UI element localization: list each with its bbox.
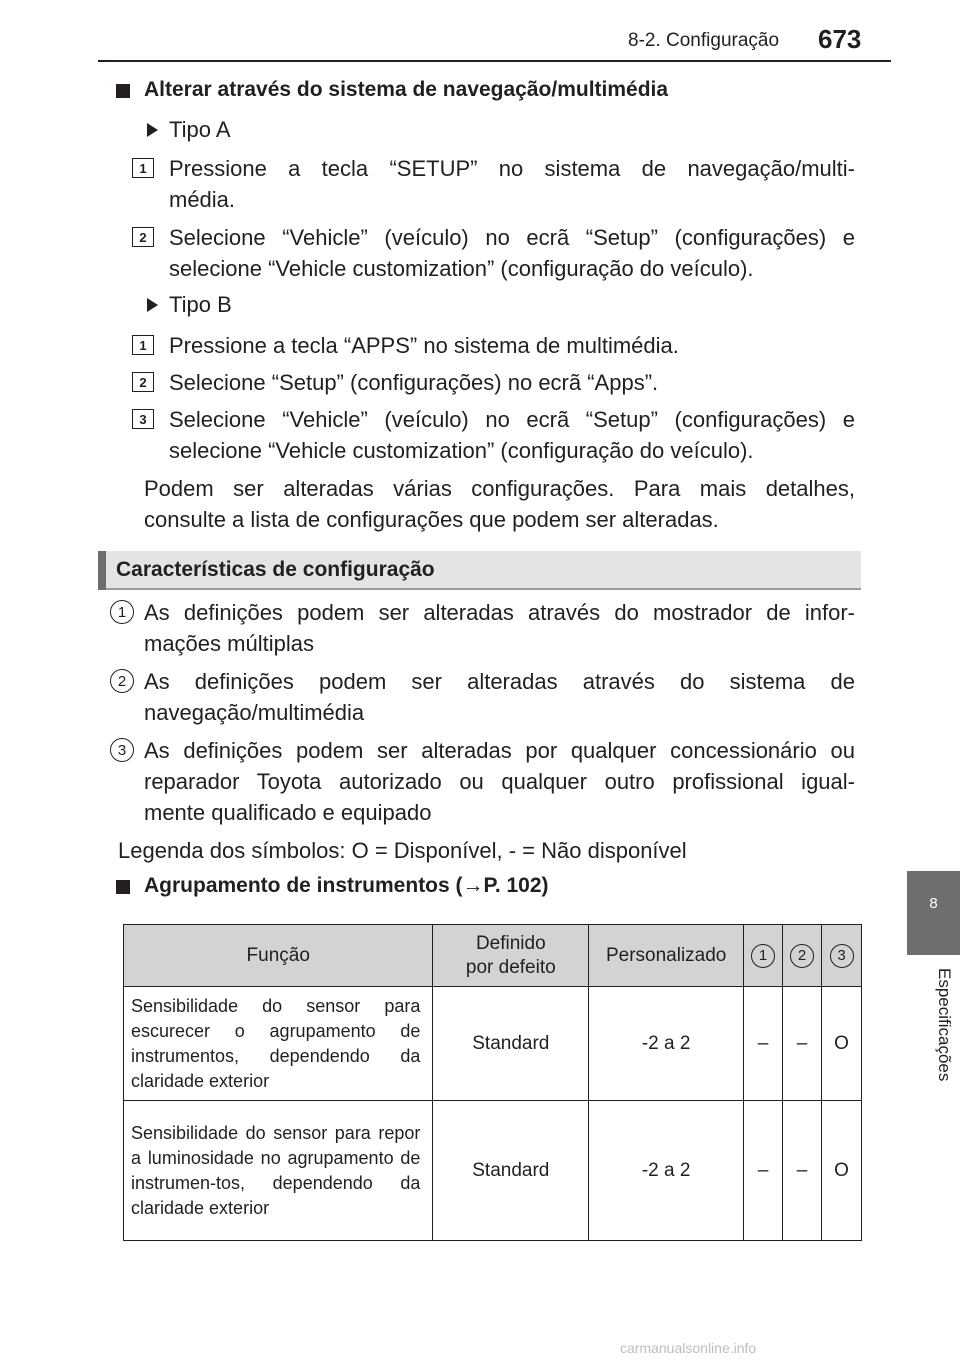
col-header-custom: Personalizado: [589, 925, 744, 987]
circled-3-icon: 3: [830, 944, 854, 968]
cell-default: Standard: [433, 987, 589, 1101]
header-divider: [98, 60, 891, 62]
step-number-box: 3: [132, 409, 154, 429]
cell-c3: O: [822, 987, 862, 1101]
section-breadcrumb: 8-2. Configuração: [628, 30, 780, 51]
step-number-box: 1: [132, 158, 154, 178]
note-line: consulte a lista de configurações que podem ser alteradas.: [144, 507, 719, 532]
step-text-line: selecione “Vehicle customization” (configuração do veículo).: [169, 438, 754, 463]
step-text-line: Selecione “Vehicle” (veículo) no ecrã “Setup” (configurações) e: [169, 407, 855, 432]
circled-number-icon: 3: [110, 738, 134, 762]
chapter-tab-label: Especificações: [935, 968, 954, 1082]
col-header-function: Função: [124, 925, 433, 987]
banner-accent-bar: [98, 551, 106, 590]
cell-custom: -2 a 2: [589, 1101, 744, 1241]
page-number: 673: [818, 24, 862, 54]
cell-function: Sensibilidade do sensor para repor a luminosidade no agrupamento de instrumen-tos, dependendo da claridade exterior: [124, 1101, 433, 1241]
step-number-box: 2: [132, 227, 154, 247]
settings-table: [123, 924, 862, 1241]
step-text-line: Pressione a tecla “SETUP” no sistema de navegação/multi-: [169, 156, 855, 181]
step-number-box: 2: [132, 372, 154, 392]
step-text-line: Selecione “Setup” (configurações) no ecrã “Apps”.: [169, 370, 659, 395]
section-heading-nav: Alterar através do sistema de navegação/multimédia: [144, 78, 669, 101]
col-header-default: [433, 925, 589, 987]
chapter-tab[interactable]: [907, 871, 960, 955]
circled-2-icon: 2: [790, 944, 814, 968]
feature-text-line: As definições podem ser alteradas através do sistema de: [144, 669, 855, 694]
feature-text-line: navegação/multimédia: [144, 700, 365, 725]
circled-1-icon: 1: [751, 944, 775, 968]
square-bullet-icon: [116, 84, 130, 98]
type-a-label: Tipo A: [169, 117, 231, 142]
cell-custom: -2 a 2: [589, 987, 744, 1101]
cell-c3: O: [822, 1101, 862, 1241]
feature-text-line: mações múltiplas: [144, 631, 314, 656]
cell-c1: –: [744, 1101, 783, 1241]
triangle-bullet-icon: [147, 298, 158, 312]
col-header-default-text: Definido por defeito: [465, 932, 556, 978]
step-text-line: Pressione a tecla “APPS” no sistema de multimédia.: [169, 333, 679, 358]
cell-default: Standard: [433, 1101, 589, 1241]
feature-text-line: As definições podem ser alteradas através do mostrador de infor-: [144, 600, 855, 625]
square-bullet-icon: [116, 880, 130, 894]
table-row: [124, 987, 862, 1101]
step-number-box: 1: [132, 335, 154, 355]
triangle-bullet-icon: [147, 123, 158, 137]
features-banner: [98, 551, 861, 590]
step-text-line: Selecione “Vehicle” (veículo) no ecrã “Setup” (configurações) e: [169, 225, 855, 250]
table-row: [124, 1101, 862, 1241]
step-text-line: média.: [169, 187, 236, 212]
features-title: Características de configuração: [116, 558, 435, 581]
circled-number-icon: 1: [110, 600, 134, 624]
legend-text: Legenda dos símbolos: O = Disponível, - = Não disponível: [118, 838, 687, 863]
cell-function: Sensibilidade do sensor para escurecer o agrupamento de instrumentos, dependendo da claridade exterior: [124, 987, 433, 1101]
feature-text-line: reparador Toyota autorizado ou qualquer outro profissional igual-: [144, 769, 855, 794]
table-header-row: [124, 925, 862, 987]
note-line: Podem ser alteradas várias configurações. Para mais detalhes,: [144, 476, 855, 501]
feature-text-line: As definições podem ser alteradas por qualquer concessionário ou: [144, 738, 855, 763]
col-header-1: [744, 925, 783, 987]
circled-number-icon: 2: [110, 669, 134, 693]
type-b-label: Tipo B: [169, 292, 232, 317]
chapter-tab-number: 8: [929, 895, 938, 912]
feature-text-line: mente qualificado e equipado: [144, 800, 432, 825]
cell-c2: –: [783, 987, 822, 1101]
cell-c1: –: [744, 987, 783, 1101]
col-header-2: [783, 925, 822, 987]
col-header-3: [822, 925, 862, 987]
step-text-line: selecione “Vehicle customization” (configuração do veículo).: [169, 256, 754, 281]
section-heading-instruments: Agrupamento de instrumentos (→P. 102): [144, 874, 549, 897]
cell-c2: –: [783, 1101, 822, 1241]
watermark-text: carmanualsonline.info: [620, 1340, 757, 1356]
